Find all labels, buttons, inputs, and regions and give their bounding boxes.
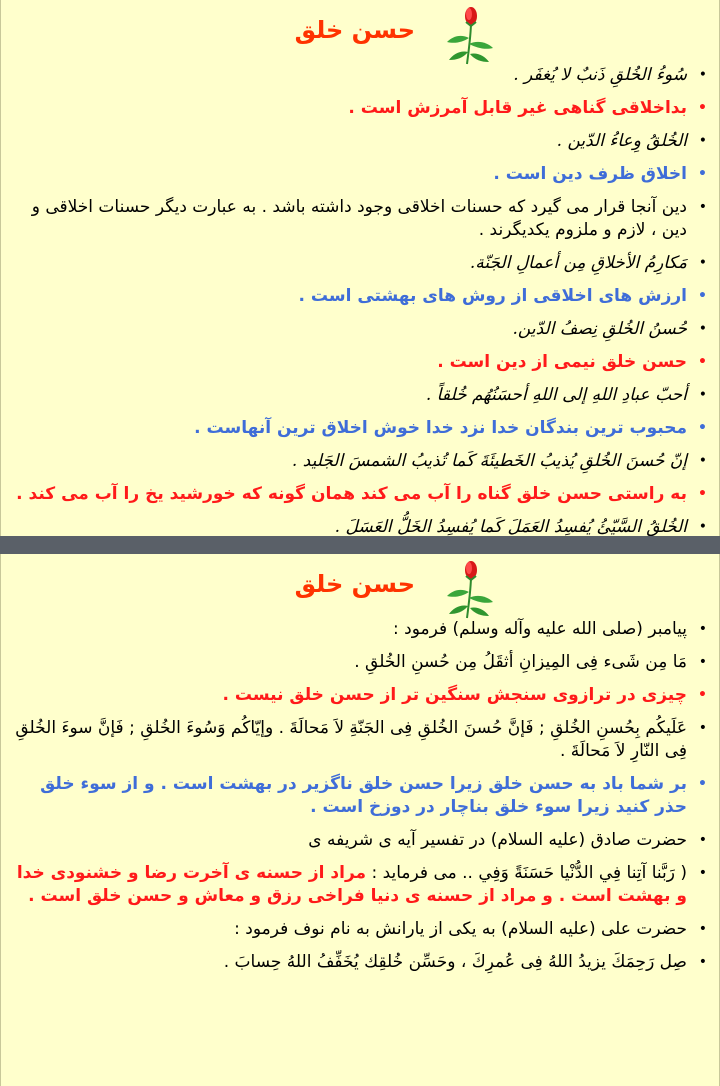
slide-2-list xyxy=(1,618,719,974)
list-item: • إنّ حُسنَ الخُلقِ يُذيبُ الخَطيئَةَ كَما تُذيبُ الشمسَ الجَليد . xyxy=(291,451,707,471)
list-item: • حسن خلق نیمی از دین است . xyxy=(437,352,707,372)
bullet-icon: • xyxy=(698,519,707,535)
bullet-icon: • xyxy=(698,67,707,83)
list-item: • حضرت صادق (علیه السلام) در تفسیر آیه ی شریفه ی xyxy=(308,830,707,850)
list-item: • پیامبر (صلی الله علیه وآله وسلم) فرمود : xyxy=(393,619,707,639)
list-item: • بر شما باد به حسن خلق زیرا حسن خلق ناگزیر در بهشت است . و از سوء خلق حذر کنید زیرا سوء خلق بناچار در دوزخ است . xyxy=(40,774,707,817)
slide-1-list xyxy=(1,64,719,536)
list-item: • ارزش های اخلاقی از روش های بهشتی است . xyxy=(298,286,707,306)
bullet-icon: • xyxy=(698,354,707,370)
list-item: • به راستی حسن خلق گناه را آب می کند همان گونه که خورشید یخ را آب می کند . xyxy=(16,484,707,504)
rose-icon xyxy=(441,558,497,620)
list-item: • ( رَبَّنا آتِنا فِي الدُّنْيا حَسَنَةً وَفِي .. می فرماید : مراد از حسنه ی آخرت رضا و خشنودی خدا و بهشت است . و مراد از حسنه ی دنیا فراخی رزق و معاش و حسن خلق است . xyxy=(16,863,707,906)
bullet-icon: • xyxy=(698,100,707,116)
list-item: • عَلَيكُم بِحُسنِ الخُلقِ ; فَإنَّ حُسنَ الخُلقِ فِی الجَنّةِ لاَ مَحالَةَ . وإيّاكُم وَسُوءَ الخُلقِ ; فَإنَّ سوءَ الخُلقِ فِی النّارِ لاَ مَحالَةَ . xyxy=(15,718,707,761)
rose-icon xyxy=(441,4,497,66)
bullet-icon: • xyxy=(698,621,707,637)
bullet-icon: • xyxy=(698,921,707,937)
bullet-icon: • xyxy=(698,133,707,149)
bullet-icon: • xyxy=(698,199,707,215)
slide-title: حسن خلق xyxy=(294,16,415,44)
list-item: • مَا مِن شَیء فِی المِیزانِ أثقَلُ مِن حُسنِ الخُلقِ . xyxy=(354,652,707,672)
list-item: • الخُلقُ وِعاءُ الدّين . xyxy=(556,131,707,151)
list-item: • حُسنُ الخُلقِ نِصفُ الدّين. xyxy=(512,319,707,339)
bullet-icon: • xyxy=(698,387,707,403)
bullet-icon: • xyxy=(698,288,707,304)
slide-header xyxy=(1,554,719,618)
bullet-icon: • xyxy=(698,720,707,736)
bullet-icon: • xyxy=(698,687,707,703)
bullet-icon: • xyxy=(698,486,707,502)
bullet-icon: • xyxy=(698,776,707,792)
list-item: • حضرت علی (علیه السلام) به یکی از یارانش به نام نوف فرمود : xyxy=(234,919,707,939)
list-item: • الخُلقُ السَّيّئُ يُفسِدُ العَمَلَ كَما يُفسِدُ الخَلُّ العَسَلَ . xyxy=(7,516,711,536)
list-item: • صِل رَحِمَكَ يزيدُ اللهُ فِی عُمرِكَ ، وحَسِّن خُلقِك يُخَفِّفُ اللهُ حِسابَ . xyxy=(223,952,707,972)
bullet-icon: • xyxy=(698,954,707,970)
list-item: • بداخلاقی گناهی غیر قابل آمرزش است . xyxy=(348,98,707,118)
bullet-icon: • xyxy=(698,166,707,182)
list-item: • دین آنجا قرار می گیرد که حسنات اخلاقی وجود داشته باشد . به عبارت دیگر حسنات اخلاقی و دین ، لازم و ملزوم یکدیگرند . xyxy=(31,197,707,240)
bullet-icon: • xyxy=(698,321,707,337)
bullet-icon: • xyxy=(698,420,707,436)
list-item: • سُوءُ الخُلقِ ذَنبٌ لا يُغفَر . xyxy=(513,65,707,85)
bullet-icon: • xyxy=(698,654,707,670)
slide-2 xyxy=(0,554,720,1086)
list-item: • چیزی در ترازوی سنجش سنگین تر از حسن خلق نیست . xyxy=(222,685,707,705)
slide-header xyxy=(1,0,719,64)
bullet-icon: • xyxy=(698,453,707,469)
bullet-icon: • xyxy=(698,832,707,848)
list-item: • أحبّ عبادِ اللهِ إلى اللهِ أحسَنُهُم خُلقاً . xyxy=(425,385,707,405)
bullet-icon: • xyxy=(698,255,707,271)
slide-divider xyxy=(0,536,720,554)
list-item: • محبوب ترین بندگان خدا نزد خدا خوش اخلاق ترین آنهاست . xyxy=(194,418,707,438)
slide-1 xyxy=(0,0,720,536)
list-item: • مَكارِمُ الأخلاقِ مِن أعمالِ الجَنّة. xyxy=(469,253,707,273)
slide-title: حسن خلق xyxy=(294,570,415,598)
list-item: • اخلاق ظرف دین است . xyxy=(493,164,707,184)
bullet-icon: • xyxy=(698,865,707,881)
